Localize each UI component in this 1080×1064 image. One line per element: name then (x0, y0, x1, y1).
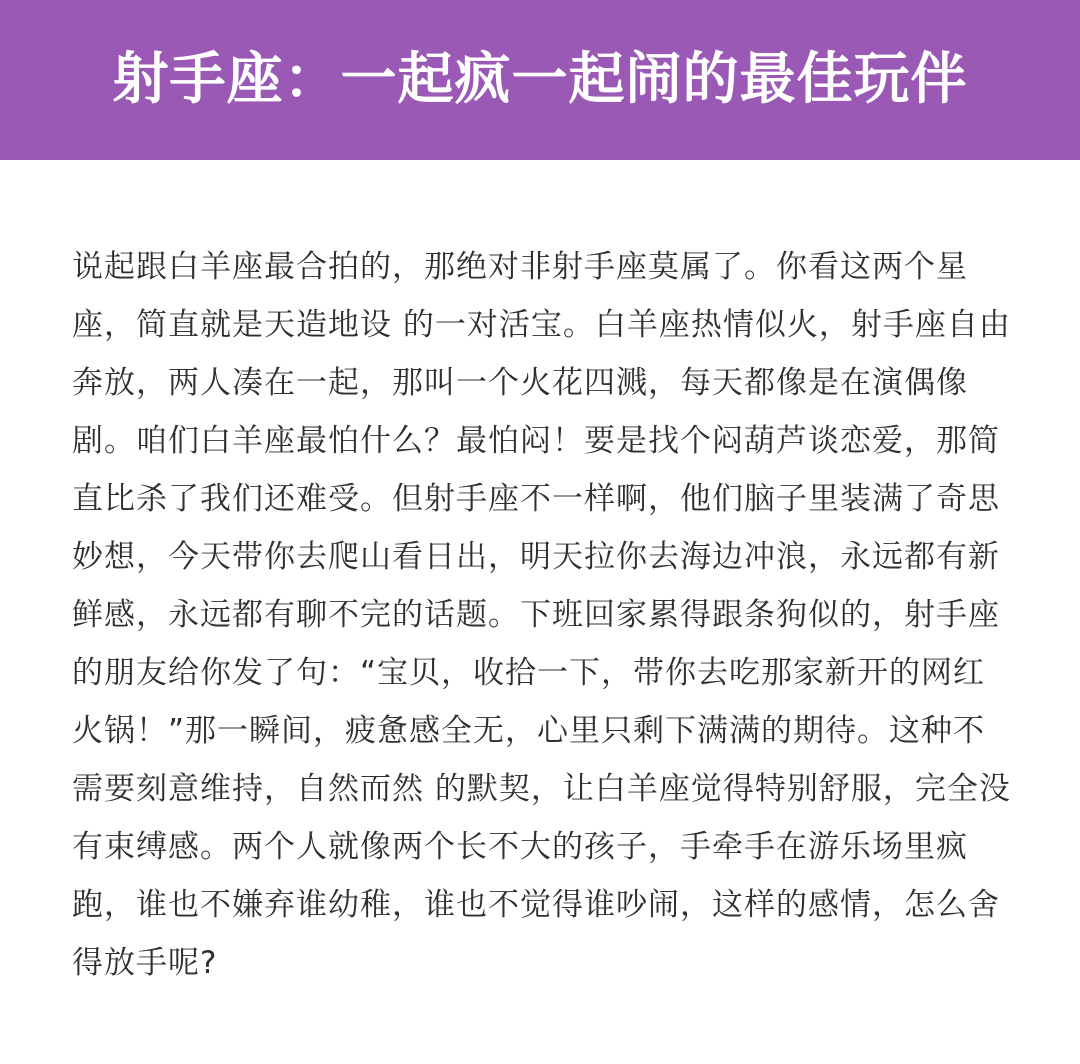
page-title: 射手座：一起疯一起闹的最佳玩伴 (112, 47, 968, 112)
title-banner (0, 0, 1080, 160)
article-body: 说起跟白羊座最合拍的，那绝对非射手座莫属了。你看这两个星座，简直就是天造地设 的一对活宝。白羊座热情似火，射手座自由奔放，两人凑在一起，那叫一个火花四溅，每天都像是在演偶像剧。咱们白羊座最怕什么？最怕闷！要是找个闷葫芦谈恋爱，那简直比杀了我们还难受。但射手座不一样啊，他们脑子里装满了奇思妙想，今天带你去爬山看日出，明天拉你去海边冲浪，永远都有新鲜感，永远都有聊不完的话题。下班回家累得跟条狗似的，射手座的朋友给你发了句：“宝贝，收拾一下，带你去吃那家新开的网红火锅！”那一瞬间，疲惫感全无，心里只剩下满满的期待。这种不需要刻意维持，自然而然 的默契，让白羊座觉得特别舒服，完全没有束缚感。两个人就像两个长不大的孩子，手牵手在游乐场里疯跑，谁也不嫌弃谁幼稚，谁也不觉得谁吵闹，这样的感情，怎么舍得放手呢? (72, 249, 1011, 981)
